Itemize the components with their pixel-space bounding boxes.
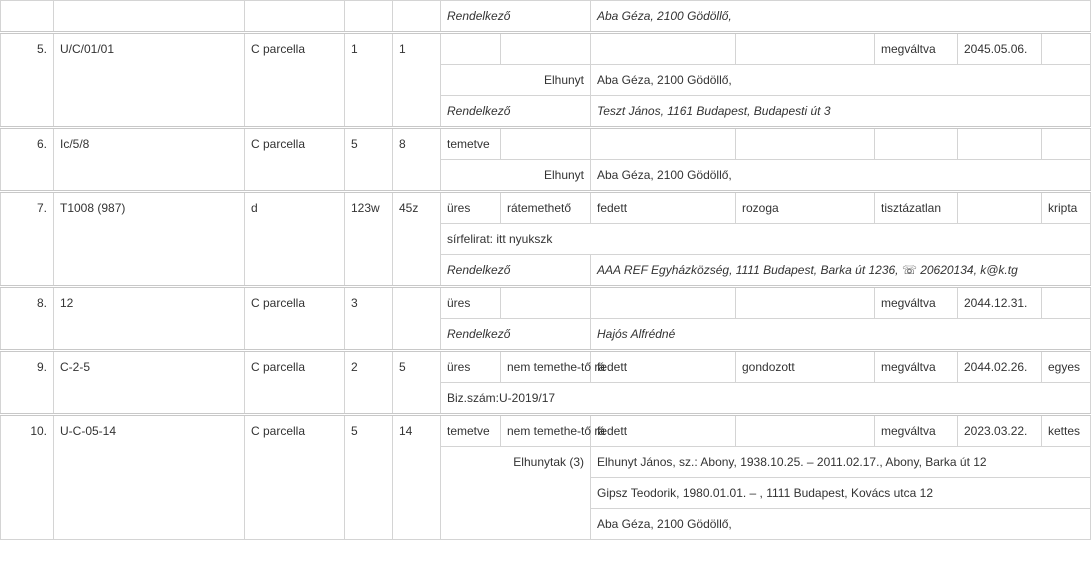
record-number: 9. — [1, 351, 54, 415]
record-status — [441, 33, 501, 65]
record-date — [958, 192, 1042, 224]
record-type: egyes — [1042, 351, 1091, 383]
record-care — [736, 33, 875, 65]
deceased-entry: Gipsz Teodorik, 1980.01.01. – , 1111 Budapest, Kovács utca 12 — [591, 478, 1091, 509]
record-seat: 14 — [393, 415, 441, 540]
record-parcel: C parcella — [245, 415, 345, 540]
record-code: U-C-05-14 — [54, 415, 245, 540]
record-burial — [501, 128, 591, 160]
table-row — [1, 33, 1091, 65]
record-row: 5 — [345, 415, 393, 540]
record-number: 5. — [1, 33, 54, 128]
record-cover: fedett — [591, 192, 736, 224]
record-status: temetve — [441, 128, 501, 160]
record-row: 2 — [345, 351, 393, 415]
record-date: 2023.03.22. — [958, 415, 1042, 447]
record-row: 123w — [345, 192, 393, 287]
record-seat: 5 — [393, 351, 441, 415]
detail-label: Rendelkező — [441, 255, 591, 287]
record-redeem: megváltva — [875, 287, 958, 319]
record-care — [736, 287, 875, 319]
detail-label: Rendelkező — [441, 96, 591, 128]
record-seat: 8 — [393, 128, 441, 192]
record-code: U/C/01/01 — [54, 33, 245, 128]
record-burial: rátemethető — [501, 192, 591, 224]
detail-value: Aba Géza, 2100 Gödöllő, — [591, 1, 1091, 33]
table-row — [1, 287, 1091, 319]
record-status: üres — [441, 351, 501, 383]
record-seat: 1 — [393, 33, 441, 128]
record-parcel: C parcella — [245, 351, 345, 415]
record-burial — [501, 33, 591, 65]
record-redeem: megváltva — [875, 351, 958, 383]
record-code: Ic/5/8 — [54, 128, 245, 192]
record-type — [1042, 287, 1091, 319]
record-code: C-2-5 — [54, 351, 245, 415]
detail-label: Elhunyt — [441, 160, 591, 192]
record-number: 6. — [1, 128, 54, 192]
record-care: rozoga — [736, 192, 875, 224]
detail-label: Elhunyt — [441, 65, 591, 96]
record-date: 2045.05.06. — [958, 33, 1042, 65]
record-care — [736, 415, 875, 447]
record-status: temetve — [441, 415, 501, 447]
record-code: 12 — [54, 287, 245, 351]
table-row — [1, 351, 1091, 383]
table-row — [1, 1, 1091, 33]
record-row: 3 — [345, 287, 393, 351]
record-burial: nem temethe-tő rá — [501, 415, 591, 447]
record-status: üres — [441, 192, 501, 224]
record-care — [736, 128, 875, 160]
detail-value: Teszt János, 1161 Budapest, Budapesti út 3 — [591, 96, 1091, 128]
record-parcel: d — [245, 192, 345, 287]
record-seat — [393, 287, 441, 351]
record-parcel: C parcella — [245, 33, 345, 128]
record-cover: fedett — [591, 351, 736, 383]
record-parcel: C parcella — [245, 128, 345, 192]
record-date: 2044.12.31. — [958, 287, 1042, 319]
record-status: üres — [441, 287, 501, 319]
record-type: kettes — [1042, 415, 1091, 447]
record-date: 2044.02.26. — [958, 351, 1042, 383]
record-cover — [591, 128, 736, 160]
record-redeem: megváltva — [875, 415, 958, 447]
record-date — [958, 128, 1042, 160]
record-redeem: tisztázatlan — [875, 192, 958, 224]
table-row — [1, 415, 1091, 447]
record-cover — [591, 33, 736, 65]
record-note: sírfelirat: itt nyukszk — [441, 224, 1091, 255]
record-cover: fedett — [591, 415, 736, 447]
record-parcel: C parcella — [245, 287, 345, 351]
record-row: 1 — [345, 33, 393, 128]
record-burial — [501, 287, 591, 319]
detail-value: Aba Géza, 2100 Gödöllő, — [591, 65, 1091, 96]
detail-label: Rendelkező — [441, 1, 591, 33]
record-seat: 45z — [393, 192, 441, 287]
detail-label: Rendelkező — [441, 319, 591, 351]
record-redeem: megváltva — [875, 33, 958, 65]
record-number: 7. — [1, 192, 54, 287]
record-row: 5 — [345, 128, 393, 192]
record-number: 8. — [1, 287, 54, 351]
record-cover — [591, 287, 736, 319]
record-redeem — [875, 128, 958, 160]
record-care: gondozott — [736, 351, 875, 383]
detail-value: AAA REF Egyházközség, 1111 Budapest, Barka út 1236, ☏ 20620134, k@k.tg — [591, 255, 1091, 287]
deceased-label: Elhunytak (3) — [441, 447, 591, 540]
record-type — [1042, 33, 1091, 65]
record-burial: nem temethe-tő rá — [501, 351, 591, 383]
detail-value: Aba Géza, 2100 Gödöllő, — [591, 160, 1091, 192]
deceased-entry: Aba Géza, 2100 Gödöllő, — [591, 509, 1091, 540]
record-code: T1008 (987) — [54, 192, 245, 287]
record-number: 10. — [1, 415, 54, 540]
record-note: Biz.szám:U-2019/17 — [441, 383, 1091, 415]
detail-value: Hajós Alfrédné — [591, 319, 1091, 351]
table-row — [1, 192, 1091, 224]
record-type — [1042, 128, 1091, 160]
deceased-entry: Elhunyt János, sz.: Abony, 1938.10.25. – 2011.02.17., Abony, Barka út 12 — [591, 447, 1091, 478]
record-type: kripta — [1042, 192, 1091, 224]
table-row — [1, 128, 1091, 160]
